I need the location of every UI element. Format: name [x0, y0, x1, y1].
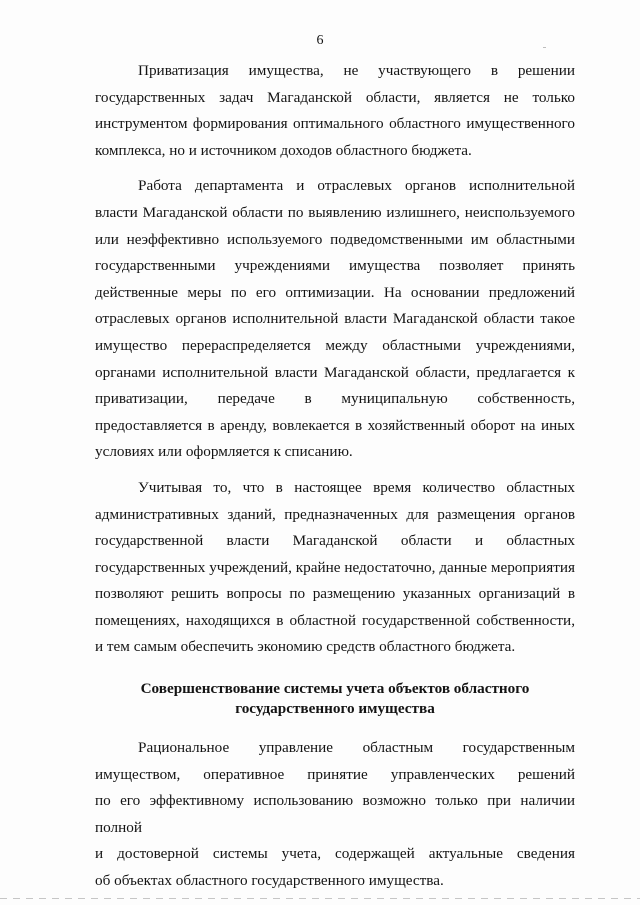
text-line: по его эффективному использованию возможно только при наличии — [95, 792, 575, 810]
text-line: имуществом, оперативное принятие управленческих решений — [95, 765, 575, 783]
section-heading-line-1: Совершенствование системы учета объектов областного — [140, 680, 530, 698]
paragraph-privatization: Приватизация имущества, не участвующего в решении государственных задач Магаданской области, является не только инструментом формирования оптимального областного имущественного комплекса, но и источником доходов областного бюджета. — [95, 62, 575, 159]
text-line: об объектах областного государственного имущества. — [95, 872, 444, 890]
document-body — [95, 58, 575, 895]
section-heading-line-2: государственного имущества — [235, 700, 435, 718]
page-number: 6 — [316, 33, 324, 48]
section-heading — [95, 679, 575, 719]
scan-speck — [543, 47, 546, 48]
paragraph-department-work: Работа департамента и отраслевых органов исполнительной власти Магаданской области по выявлению излишнего, неиспользуемого или неэффективно используемого подведомственными им областными государственными учреждениями имущества позволяет принять действенные меры по его оптимизации. На основании предложений отраслевых органов исполнительной власти Магаданской области такое имущество перераспределяется между областными учреждениями, органами исполнительной власти Магаданской области, предлагается к приватизации, передаче в муниципальную собственность, предоставляется в аренду, вовлекается в хозяйственный оборот на иных условиях или оформляется к списанию. — [95, 177, 575, 461]
text-line: и достоверной системы учета, содержащей актуальные сведения — [95, 845, 575, 863]
paragraph-office-buildings: Учитывая то, что в настоящее время количество областных административных зданий, предназначенных для размещения органов государственной власти Магаданской области и областных государственных учреждений, крайне недостаточно, данные мероприятия позволяют решить вопросы по размещению указанных организаций в помещениях, находящихся в областной государственной собственности, и тем самым обеспечить экономию средств областного бюджета. — [95, 478, 575, 656]
text-line: полной — [95, 818, 142, 836]
paragraph-accounting-system — [95, 735, 575, 895]
text-line: Рациональное управление областным государственным — [138, 739, 575, 757]
scan-bottom-edge — [0, 898, 640, 899]
